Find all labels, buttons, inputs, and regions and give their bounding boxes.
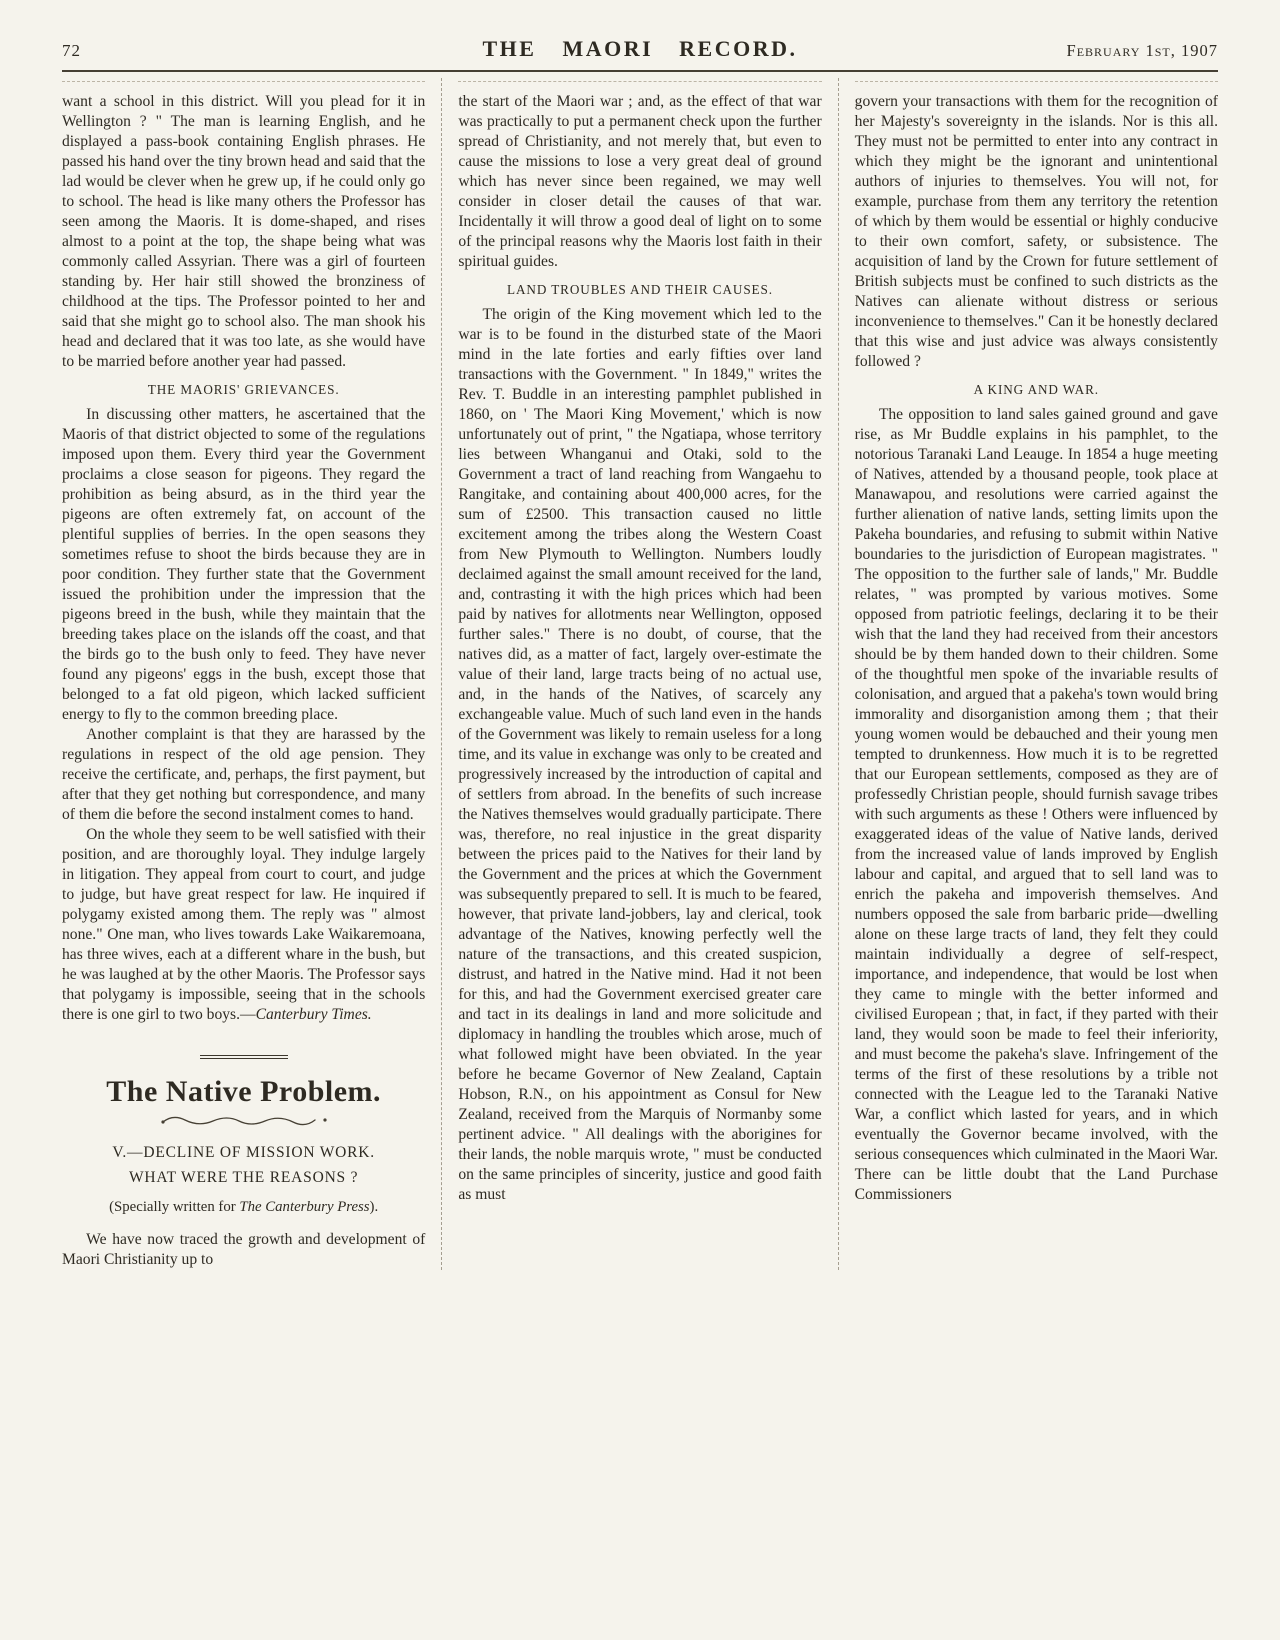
masthead-title: THE MAORI RECORD. xyxy=(482,36,798,61)
issue-date: February 1st, 1907 xyxy=(1066,41,1218,60)
column-2 xyxy=(441,78,837,1270)
column-3 xyxy=(838,78,1218,1270)
article-subtitle-line-2: WHAT WERE THE REASONS ? xyxy=(128,1168,359,1186)
header-rule xyxy=(62,70,1218,72)
paragraph: want a school in this district. Will you plead for it in Wellington ? " The man is learning English, and he displayed a pass-book containing English phrases. He passed his hand over the tiny brown head and said that the lad would be clever when he grew up, if he could only go to school. The head is like many others the Professor has seen among the Maoris. It is dome-shaped, and rises almost to a point at the top, the shape being what was commonly called Assyrian. There was a girl of fourteen standing by. Her hair still showed the bronziness of childhood at the tips. The Professor pointed to her and said that she might go to school also. The man shook his head and declared that it was too late, as she would have to be married before another year had passed. xyxy=(62,93,426,370)
paragraph: The origin of the King movement which led to the war is to be found in the disturbed state of the Maori mind in the late forties and early fifties over land transactions with the Government. " In 1849," writes the Rev. T. Buddle in an interesting pamphlet published in 1860, on ' The Maori King Movement,' which is now unfortunately out of print, " the Ngatiapa, whose territory lies between Whanganui and Otaki, sold to the Government a tract of land reaching from Wangaehu to Rangitake, and containing about 400,000 acres, for the sum of £2500. This transaction caused no little excitement among the tribes along the Western Coast from New Plymouth to Wellington. Numbers loudly declaimed against the small amount received for the land, and, contrasting it with the high prices which had been paid by natives for allotments near Wellington, opposed further sales." There is no doubt, of course, that the natives did, as a matter of fact, largely over-estimate the value of their land, large tracts being of no actual use, and, in the hands of the Natives, of scarcely any exchangeable value. Much of such land even in the hands of the Government was likely to remain useless for a long time, and its value in exchange was only to be created and progressively increased by the introduction of capital and of settlers from abroad. In the benefits of such increase the Natives themselves would gradually participate. There was, therefore, no real injustice in the great disparity between the prices paid to the Natives for their land by the Government and the prices at which the Government was subsequently prepared to sell. It is much to be feared, however, that private land-jobbers, lay and clerical, took advantage of the Natives, knowing perfectly well the nature of the transactions, and this created suspicion, distrust, and hatred in the Native mind. Had it not been for this, and had the Government exercised greater care and tact in its dealings in land and more solicitude and diplomacy in handling the troubles which arose, much of what followed might have been obviated. In the year before he became Governor of New Zealand, Captain Hobson, R.N., on his appointment as Consul for New Zealand, received from the Marquis of Normanby some pertinent advice. " All dealings with the aborigines for their lands, the noble marquis wrote, " must be conducted on the same principles of sincerity, justice and good faith as must xyxy=(458,306,822,1203)
paragraph xyxy=(62,825,425,1025)
paragraph: In discussing other matters, he ascertained that the Maoris of that district objected to some of the regulations imposed upon them. Every third year the Government proclaims a close season for pigeons. They regard the prohibition as being absurd, as in the third year the pigeons are often extremely fat, on account of the plentiful supplies of berries. In the open seasons they sometimes refuse to shoot the birds because they are in poor condition. They further state that the Government issued the prohibition under the impression that the pigeons breed in the bush, while they maintain that the breeding takes place on the islands off the coast, and that the birds go to the bush only to feed. They have never found any pigeons' eggs in the bush, except those that belonged to a fat old pigeon, which lacked sufficient energy to fly to the common breeding place. xyxy=(62,406,426,723)
byline-source: The Canterbury Press xyxy=(239,1198,370,1215)
paragraph: We have now traced the growth and development of Maori Christianity up to xyxy=(62,1230,426,1268)
paragraph: govern your transactions with them for the recognition of her Majesty's sovereignty in the islands. Nor is this all. They must not be permitted to enter into any contract in which they might be the ignorant and unintentional authors of injuries to themselves. You will not, for example, purchase from them any territory the retention of which by them would be essential or highly conducive to their own comfort, safety, or subsistence. The acquisition of land by the Crown for future settlement of British subjects must be confined to such districts as the Natives can alienate without distress or serious inconvenience to themselves." Can it be honestly declared that this wise and just advice was always consistently followed ? xyxy=(854,93,1218,370)
content-columns xyxy=(62,78,1218,1270)
article-divider-rule xyxy=(200,1055,288,1059)
article-subtitle-line-1: V.—DECLINE OF MISSION WORK. xyxy=(112,1144,375,1161)
paragraph: Another complaint is that they are harassed by the regulations in respect of the old age pension. They receive the certificate, and, perhaps, the first payment, but after that they get nothing but correspondence, and many of them die before the second instalment comes to hand. xyxy=(62,726,426,823)
article-header xyxy=(62,1055,425,1216)
section-heading-land-troubles: LAND TROUBLES AND THEIR CAUSES. xyxy=(507,282,773,297)
article-byline xyxy=(62,1199,425,1216)
page-number: 72 xyxy=(62,41,81,60)
byline-suffix: ). xyxy=(369,1198,379,1215)
page-header xyxy=(62,36,1218,62)
paragraph-text: On the whole they seem to be well satisfied with their position, and are thoroughly loyal. They indulge largely in litigation. They appeal from court to court, and judge to judge, but have great respect for law. He inquired if polygamy existed among them. The reply was " almost none." One man, who lives towards Lake Waikaremoana, has three wives, each at a different whare in the bush, but he was laughed at by the other Maoris. The Professor says that polygamy is impossible, seeing that in the schools there is one girl to two boys.— xyxy=(62,826,426,1023)
attribution: Canterbury Times. xyxy=(255,1006,372,1023)
paragraph: The opposition to land sales gained ground and gave rise, as Mr Buddle explains in his pamphlet, to the notorious Taranaki Land Leauge. In 1854 a huge meeting of Natives, attended by a thousand people, took place at Manawapou, and resolutions were carried against the further alienation of native lands, setting limits upon the Pakeha boundaries, and refusing to submit within Native boundaries to the jurisdiction of European magistrates. " The opposition to the further sale of lands," Mr. Buddle relates, " was prompted by various motives. Some opposed from patriotic feelings, declaring it to be their wish that the land they had received from their ancestors should be by them handed down to their children. Some of the thoughtful men spoke of the invariable results of colonisation, and argued that a pakeha's town would bring immorality and disorganistion among them ; that their young women would be debauched and their young men tempted to drunkenness. How much it is to be regretted that our European settlements, composed as they are of professedly Christian people, should furnish savage tribes with such arguments as these ! Others were influenced by exaggerated ideas of the value of Native lands, derived from the increased value of lands improved by English labour and capital, and argued that to sell land was to enrich the pakeha and impoverish themselves. And numbers opposed the sale from barbaric pride—dwelling alone on these large tracts of land, they felt they could maintain individually a degree of self-respect, importance, and independence, that would be lost when they came to mingle with the better informed and civilised European ; that, in fact, if they parted with their land, they would soon be made to feel their inferiority, and must become the pakeha's slave. Infringement of the terms of the first of these resolutions by a trible not connected with the League led to the Taranaki Native War, a conflict which lasted for years, and in which eventually the Governor became involved, with the serious consequences which culminated in the Maori War. There can be little doubt that the Land Purchase Commissioners xyxy=(854,406,1218,1203)
section-heading-grievances: THE MAORIS' GRIEVANCES. xyxy=(147,382,340,397)
paragraph: the start of the Maori war ; and, as the effect of that war was practically to put a permanent check upon the further spread of Christianity, and not merely that, but even to cause the missions to lose a very great deal of ground which has never since been regained, we may well consider in closer detail the causes of that war. Incidentally it will throw a good deal of light on to some of the principal reasons why the Maoris lost faith in their spiritual guides. xyxy=(458,93,822,270)
article-subtitle xyxy=(62,1141,425,1191)
article-title: The Native Problem. xyxy=(106,1075,382,1108)
section-heading-king-and-war: A KING AND WAR. xyxy=(973,382,1099,397)
byline-prefix: (Specially written for xyxy=(109,1198,240,1215)
ornament-flourish-icon xyxy=(159,1113,329,1129)
column-1 xyxy=(62,78,441,1270)
